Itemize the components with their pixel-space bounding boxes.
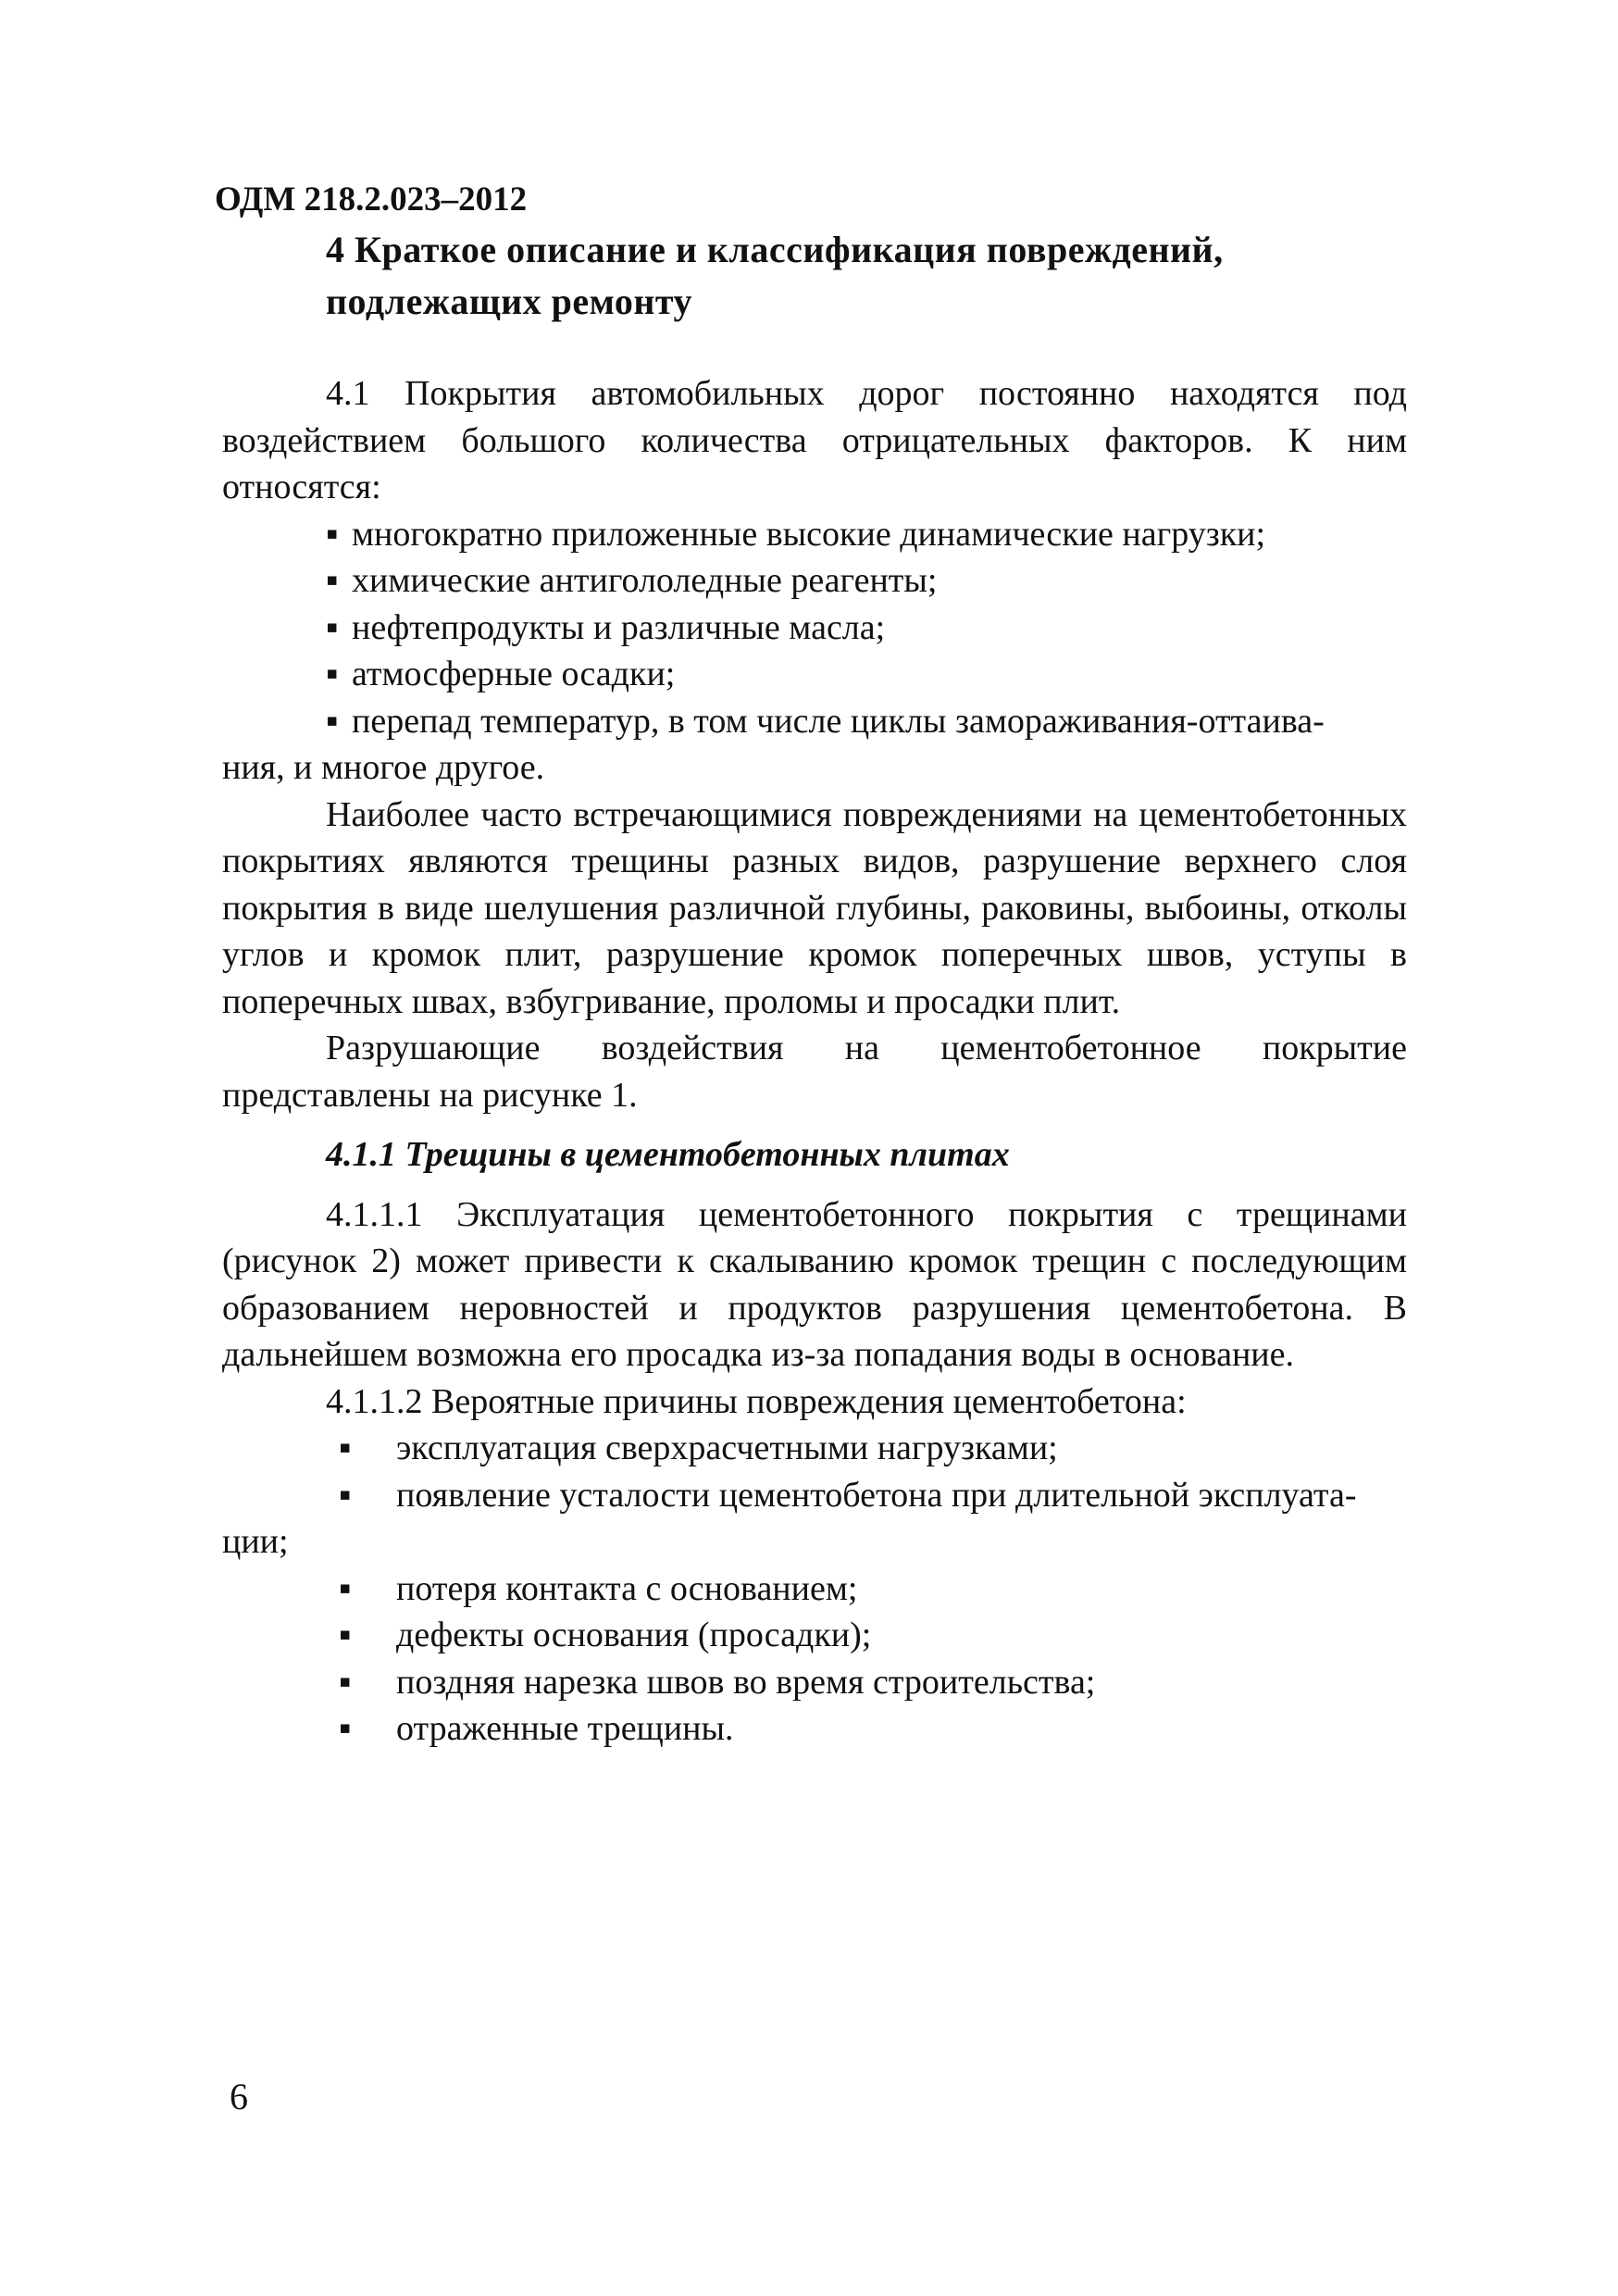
document-code: ОДМ 218.2.023–2012 [215,181,528,218]
subsection-heading: 4.1.1 Трещины в цементобетонных плитах [326,1135,1010,1174]
paragraph-figure-reference: Разрушающие воздействия на цементобетонное покрытие представлены на рисунке 1. [222,1029,1407,1115]
list-item: ▪ химические антигололедные реагенты; [222,557,1407,605]
list-item: ▪ нефтепродукты и различные масла; [222,605,1407,652]
section-title [326,224,1418,328]
paragraph-4-1: 4.1 Покрытия автомобильных дорог постоянно находятся под воздействием большого количества отрицательных факторов. К ним относятся: [222,374,1407,506]
bullet-icon: ▪ [339,1662,352,1702]
causes-list [222,1425,1407,1753]
document-body [222,370,1407,1753]
list-item: ▪ атмосферные осадки; [222,651,1407,698]
page-number: 6 [230,2076,248,2117]
list-item: ▪ отраженные трещины. [222,1705,1407,1753]
list-item: ▪ поздняя нарезка швов во время строительства; [222,1659,1407,1706]
list-item: ▪ перепад температур, в том числе циклы замораживания-оттаива- [222,698,1407,745]
section-title-line-1: 4 Краткое описание и классификация повреждений, [326,229,1224,270]
list-item: ▪ многократно приложенные высокие динамические нагрузки; [222,511,1407,558]
list-item: ▪ эксплуатация сверхрасчетными нагрузками; [222,1425,1407,1472]
bullet-icon: ▪ [339,1616,352,1654]
bullet-icon: ▪ [339,1568,352,1608]
bullet-icon: ▪ [339,1709,352,1748]
paragraph-4-1-1-1: 4.1.1.1 Эксплуатация цементобетонного покрытия с трещинами (рисунок 2) может привести к скалыванию кромок трещин с последующим образованием неровностей и продуктов разрушения цементобетона. В дальнейшем возможна его просадка из-за попадания воды в основание. [222,1194,1407,1374]
bullet-icon: ▪ [326,514,339,554]
bullet-icon: ▪ [326,607,339,647]
bullet-icon: ▪ [339,1475,352,1515]
bullet-icon: ▪ [326,655,339,693]
section-title-line-2: подлежащих ремонту [326,281,693,322]
list-item: ▪ дефекты основания (просадки); [222,1612,1407,1659]
paragraph-damage-types: Наиболее часто встречающимися повреждениями на цементобетонных покрытиях являются трещины разных видов, разрушение верхнего слоя покрытия в виде шелушения различной глубины, раковины, выбоины, отколы углов и кромок плит, разрушение кромок поперечных швов, уступы в поперечных швах, взбугривание, проломы и просадки плит. [222,794,1407,1021]
list-item: ▪ появление усталости цементобетона при длительной эксплуата- [222,1472,1407,1519]
list-item-continuation: ния, и многое другое. [222,748,545,787]
list-item: ▪ потеря контакта с основанием; [222,1566,1407,1613]
paragraph-4-1-1-2: 4.1.1.2 Вероятные причины повреждения цементобетона: [326,1381,1187,1421]
factors-list [222,511,1407,792]
list-item-continuation: ции; [222,1522,289,1561]
bullet-icon: ▪ [326,701,339,741]
bullet-icon: ▪ [326,561,339,600]
bullet-icon: ▪ [339,1429,352,1467]
